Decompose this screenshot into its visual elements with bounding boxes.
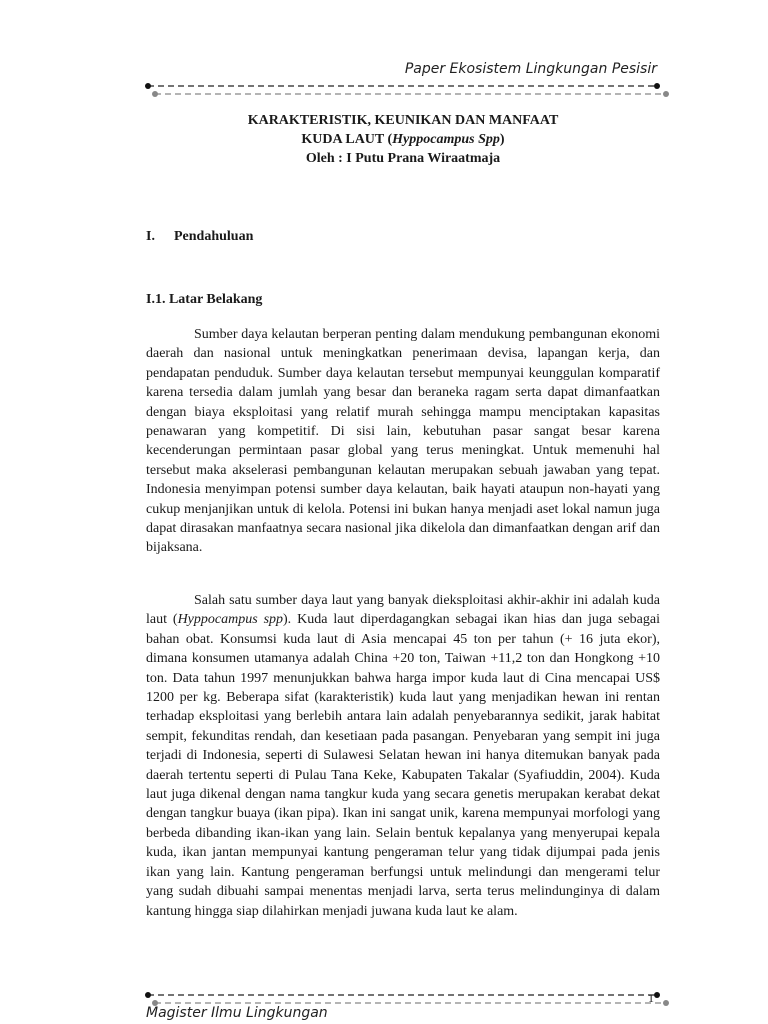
page-number: 1 [648,991,654,1005]
paragraph-2-container [146,591,660,921]
running-header: Paper Ekosistem Lingkungan Pesisir [404,61,657,77]
paragraph-1-container [146,325,660,558]
author-line: Oleh : I Putu Prana Wiraatmaja [305,151,501,166]
species-name-inline: Hyppocampus spp [177,612,284,628]
header-divider [143,82,671,98]
document-title [146,111,660,168]
section-heading [146,229,253,245]
section-number: I. [146,229,155,244]
section-title: Pendahuluan [174,229,254,244]
paragraph-2: Salah satu sumber daya laut yang banyak dieksploitasi akhir-akhir ini adalah kuda laut (Hyppocampus spp). Kuda laut diperdagangkan sebagai ikan hias dan juga sebagai bahan obat. Konsumsi kuda laut di Asia mencapai 45 ton per tahun (+ 16 juta ekor), dimana konsumen utamanya adalah China +20 ton, Taiwan +11,2 ton dan Hongkong +10 ton. Data tahun 1997 menunjukkan bahwa harga impor kuda laut di Cina mencapai US$ 1200 per kg. Beberapa sifat (karakteristik) kuda laut yang menjadikan hewan ini rentan terhadap eksploitasi yang berlebih antara lain adalah penyebarannya sedikit, jarak habitat sempit, fekunditas rendah, dan kesetiaan pada pasangan. Penyebaran yang sempit ini juga terjadi di Indonesia, seperti di Sulawesi Selatan hewan ini hanya ditemukan banyak pada daerah tertentu seperti di Pulau Tana Keke, Kabupaten Takalar (Syafiuddin, 2004). Kuda laut juga dikenal dengan nama tangkur kuda yang secara genetis merupakan kerabat dekat dengan tangkur buaya (ikan pipa). Ikan ini sangat unik, karena mempunyai morfologi yang berbeda dibanding ikan-ikan yang lain. Selain bentuk kepalanya yang menyerupai kepala kuda, ikan jantan mempunyai kantung pengeraman telur yang tidak dijumpai pada jenis ikan yang lain. Kantung pengeraman berfungsi untuk melindungi dan mengerami telur yang sudah dibuahi sampai menentas menjadi larva, serta terus melindunginya di dalam kantung hingga siap dilahirkan menjadi juwana kuda laut ke alam. [146,593,660,919]
species-name: Hyppocampus Spp [392,132,500,147]
subsection-heading: I.1. Latar Belakang [146,292,263,307]
title-line-1: KARAKTERISTIK, KEUNIKAN DAN MANFAAT [247,113,559,128]
running-footer: Magister Ilmu Lingkungan [146,1005,328,1021]
title-line-2: KUDA LAUT (Hyppocampus Spp) [301,132,505,147]
paragraph-1: Sumber daya kelautan berperan penting dalam mendukung pembangunan ekonomi daerah dan nasional untuk meningkatkan penerimaan devisa, lapangan kerja, dan pendapatan penduduk. Sumber daya kelautan tersebut mempunyai keunggulan komparatif karena tersedia dalam jumlah yang besar dan beraneka ragam serta dapat dimanfaatkan dengan biaya eksploitasi yang relatif murah sehingga mampu menciptakan kapasitas penawaran yang kompetitif. Di sisi lain, kebutuhan pasar sangat besar karena kecenderungan permintaan pasar global yang terus meningkat. Untuk memenuhi hal tersebut maka akselerasi pembangunan kelautan merupakan sebuah jawaban yang tepat. Indonesia menyimpan potensi sumber daya kelautan, baik hayati ataupun non-hayati yang cukup menjanjikan untuk di kelola. Potensi ini bukan hanya menjadi aset lokal namun juga dapat dirasakan manfaatnya secara nasional jika dikelola dan dimanfaatkan dengan arif dan bijaksana. [146,327,660,556]
